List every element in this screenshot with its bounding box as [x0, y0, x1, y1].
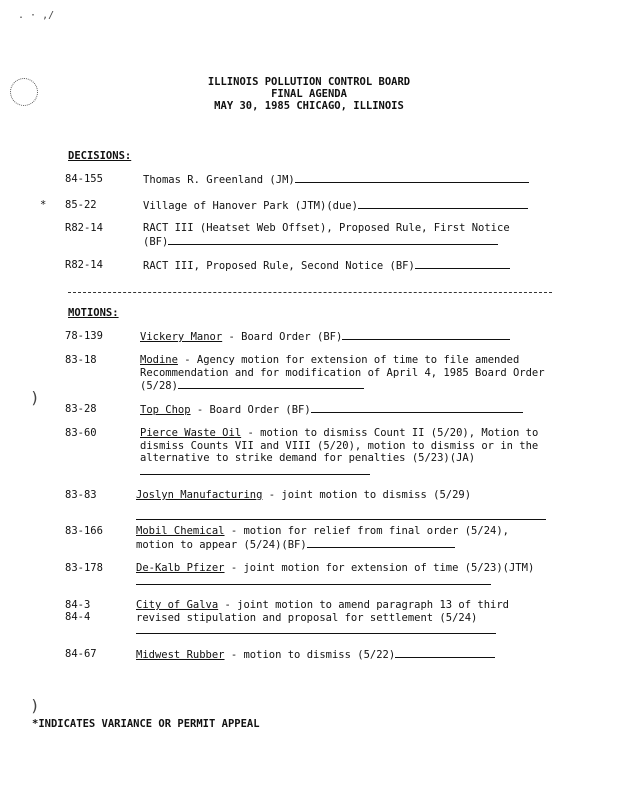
decision-item: [143, 259, 553, 273]
motion-number: 84-67: [65, 648, 97, 660]
agenda-subtitle: FINAL AGENDA: [271, 88, 347, 100]
motion-number: 83-178: [65, 562, 103, 574]
variance-star: *: [40, 199, 47, 211]
motion-number: 84-4: [65, 611, 91, 623]
case-name: Top Chop: [140, 404, 191, 416]
motion-text: - joint motion to dismiss (5/29): [262, 489, 472, 501]
motion-item: [140, 330, 550, 344]
signature-line: [136, 510, 546, 520]
motion-text: - Board Order (BF): [190, 404, 311, 416]
case-name: City of Galva: [136, 599, 219, 611]
signature-line: [136, 624, 496, 634]
case-name: Midwest Rubber: [136, 649, 225, 661]
motion-item: [136, 525, 552, 551]
signature-line: [311, 403, 523, 413]
motion-item: [140, 354, 550, 393]
decisions-heading: DECISIONS:: [68, 150, 132, 162]
motion-text: - Board Order (BF): [222, 331, 343, 343]
decision-item: [143, 222, 523, 248]
case-name: Pierce Waste Oil: [140, 427, 242, 439]
signature-line: [295, 173, 529, 183]
agenda-title: ILLINOIS POLLUTION CONTROL BOARD: [207, 76, 411, 88]
case-name: De-Kalb Pfizer: [136, 562, 225, 574]
signature-line: [307, 538, 455, 548]
motion-item: [136, 562, 552, 588]
signature-line: [358, 199, 528, 209]
scan-bracket: ): [30, 388, 40, 407]
signature-line: [415, 259, 510, 269]
decision-item: [143, 199, 553, 213]
case-name: Joslyn Manufacturing: [136, 489, 263, 501]
signature-line: [136, 575, 491, 585]
signature-line: [140, 465, 370, 475]
footnote: *INDICATES VARIANCE OR PERMIT APPEAL: [32, 718, 260, 730]
decision-number: 85-22: [65, 199, 97, 211]
decision-text: Village of Hanover Park (JTM)(due): [143, 200, 358, 212]
motion-number: 83-60: [65, 427, 97, 439]
motions-heading: MOTIONS:: [68, 307, 119, 319]
motion-item: [140, 427, 550, 478]
case-name: Mobil Chemical: [136, 525, 225, 537]
motion-text: - motion to dismiss Count II (5/20), Motion to dismiss Counts VII and VIII (5/20), motion to dismiss or in the alternative to strike demand for penalties (5/23)(JA): [140, 427, 539, 464]
motion-number: 83-18: [65, 354, 97, 366]
decision-text: RACT III (Heatset Web Offset), Proposed Rule, First Notice (BF): [143, 222, 510, 248]
motion-item: [140, 403, 550, 417]
decision-number: R82-14: [65, 222, 103, 234]
motion-text: - motion for relief from final order (5/24), motion to appear (5/24)(BF): [136, 525, 509, 551]
motion-text: - motion to dismiss (5/22): [224, 649, 396, 661]
decision-item: [143, 173, 553, 187]
decision-number: 84-155: [65, 173, 103, 185]
decision-number: R82-14: [65, 259, 103, 271]
motion-number: 84-3: [65, 599, 91, 611]
decision-text: RACT III, Proposed Rule, Second Notice (BF): [143, 260, 415, 272]
case-name: Modine: [140, 354, 178, 366]
motion-item: [136, 648, 552, 662]
motion-item: [136, 599, 536, 638]
scan-mark: . · ,/: [18, 10, 55, 21]
signature-line: [168, 235, 498, 245]
motion-number: 78-139: [65, 330, 103, 342]
case-name: Vickery Manor: [140, 331, 223, 343]
motion-text: - joint motion to amend paragraph 13 of third revised stipulation and proposal for settlement (5/24): [136, 599, 509, 624]
decision-text: Thomas R. Greenland (JM): [143, 174, 295, 186]
motion-text: - joint motion for extension of time (5/23)(JTM): [224, 562, 535, 574]
scan-bracket: ): [30, 696, 40, 715]
agenda-date: MAY 30, 1985 CHICAGO, ILLINOIS: [214, 100, 404, 112]
motion-item: [136, 489, 552, 520]
signature-line: [342, 330, 510, 340]
section-divider: [68, 292, 552, 293]
signature-line: [395, 648, 495, 658]
motion-number: 83-166: [65, 525, 103, 537]
motion-number: 83-83: [65, 489, 97, 501]
motion-text: - Agency motion for extension of time to file amended Recommendation and for modification of April 4, 1985 Board Order (5/28): [140, 354, 545, 392]
signature-line: [178, 379, 364, 389]
motion-number: 83-28: [65, 403, 97, 415]
